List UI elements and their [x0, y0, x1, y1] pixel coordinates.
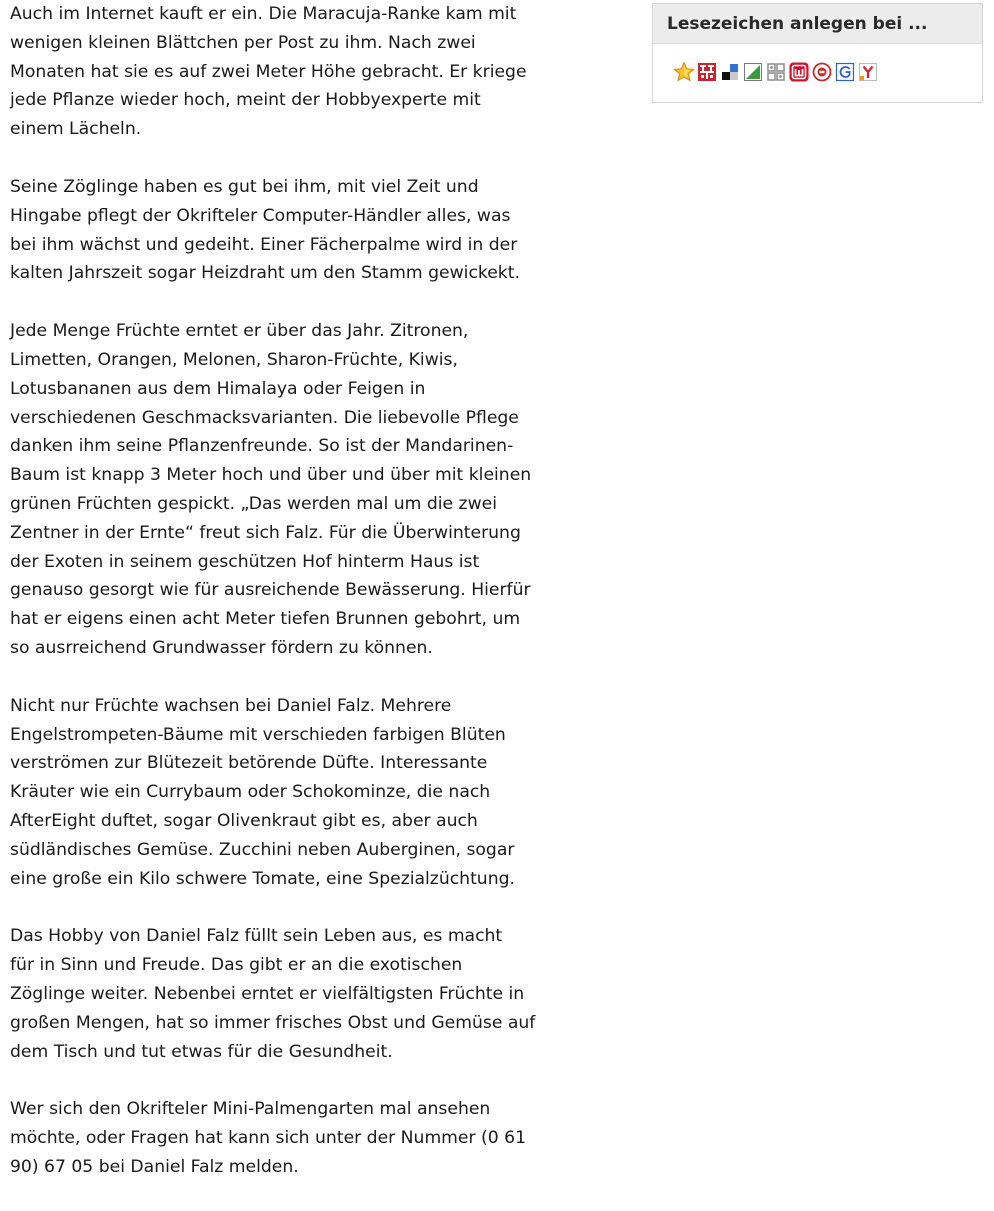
text-line: Kräuter wie ein Currybaum oder Schokominze, die nach	[10, 782, 491, 803]
text-line: großen Mengen, hat so immer frisches Obst und Gemüse auf	[10, 1012, 536, 1033]
text-line: AfterEight duftet, sogar Olivenkraut gibt es, aber auch	[10, 810, 478, 831]
text-line: Lotusbananen aus dem Himalaya oder Feigen in	[10, 378, 426, 399]
text-line: für in Sinn und Freude. Das gibt er an die exotischen	[10, 955, 463, 976]
text-line: Hingabe pflegt der Okrifteler Computer-Händler alles, was	[10, 205, 511, 226]
yahoo-bookmarks-icon[interactable]	[857, 61, 879, 83]
text-line: Seine Zöglinge haben es gut bei ihm, mit viel Zeit und	[10, 176, 479, 197]
bookmark-widget	[652, 3, 983, 103]
text-line: verströmen zur Blütezeit betörende Düfte. Interessante	[10, 753, 488, 774]
text-line: grünen Früchten gespickt. „Das werden mal um die zwei	[10, 493, 497, 514]
article-paragraph-5	[10, 922, 625, 1066]
favorites-star-icon[interactable]	[673, 61, 695, 83]
article-paragraph-2	[10, 173, 625, 288]
text-line: einem Lächeln.	[10, 119, 142, 140]
text-line: jede Pflanze wieder hoch, meint der Hobbyexperte mit	[10, 90, 481, 111]
text-line: Jede Menge Früchte erntet er über das Jahr. Zitronen,	[10, 321, 469, 342]
social-network-icon[interactable]	[765, 61, 787, 83]
text-line: dem Tisch und tut etwas für die Gesundheit.	[10, 1041, 393, 1062]
text-line: bei ihm wächst und gedeiht. Einer Fächerpalme wird in der	[10, 234, 518, 255]
text-line: Zöglinge weiter. Nebenbei erntet er vielfältigsten Früchte in	[10, 983, 525, 1004]
text-line: Wer sich den Okrifteler Mini-Palmengarten mal ansehen	[10, 1099, 491, 1120]
mister-wong-icon[interactable]	[696, 61, 718, 83]
text-line: 90) 67 05 bei Daniel Falz melden.	[10, 1156, 299, 1177]
google-bookmarks-icon[interactable]	[834, 61, 856, 83]
text-line: genauso gesorgt wie für ausreichende Bewässerung. Hierfür	[10, 580, 531, 601]
text-line: hat er eigens einen acht Meter tiefen Brunnen gebohrt, um	[10, 609, 521, 630]
text-line: Engelstrompeten-Bäume mit verschieden farbigen Blüten	[10, 724, 506, 745]
article-paragraph-6	[10, 1095, 625, 1181]
text-line: Das Hobby von Daniel Falz füllt sein Leben aus, es macht	[10, 926, 503, 947]
text-line: möchte, oder Fragen hat kann sich unter der Nummer (0 61	[10, 1128, 527, 1149]
article-paragraph-1	[10, 0, 625, 144]
yigg-icon[interactable]	[811, 61, 833, 83]
text-line: danken ihm seine Pflanzenfreunde. So ist der Mandarinen-	[10, 436, 514, 457]
text-line: Monaten hat sie es auf zwei Meter Höhe gebracht. Er kriege	[10, 61, 527, 82]
text-line: verschiedenen Geschmacksvarianten. Die liebevolle Pflege	[10, 407, 519, 428]
text-line: Limetten, Orangen, Melonen, Sharon-Früchte, Kiwis,	[10, 349, 458, 370]
text-line: Auch im Internet kauft er ein. Die Maracuja-Ranke kam mit	[10, 4, 517, 24]
article-paragraph-3	[10, 317, 625, 663]
text-line: Baum ist knapp 3 Meter hoch und über und über mit kleinen	[10, 465, 532, 486]
text-line: südländisches Gemüse. Zucchini neben Auberginen, sogar	[10, 839, 515, 860]
webnews-icon[interactable]	[788, 61, 810, 83]
text-line: der Exoten in seinem geschützen Hof hinterm Haus ist	[10, 551, 480, 572]
bookmark-icon-row	[653, 44, 982, 83]
linkarena-icon[interactable]	[742, 61, 764, 83]
text-line: kalten Jahrszeit sogar Heizdraht um den Stamm gewickekt.	[10, 263, 520, 284]
text-line: Nicht nur Früchte wachsen bei Daniel Falz. Mehrere	[10, 695, 452, 716]
delicious-icon[interactable]	[719, 61, 741, 83]
article-body	[10, 0, 625, 1211]
text-line: Zentner in der Ernte“ freut sich Falz. Für die Überwinterung	[10, 522, 521, 543]
text-line: wenigen kleinen Blättchen per Post zu ihm. Nach zwei	[10, 32, 476, 53]
bookmark-widget-title: Lesezeichen anlegen bei ...	[653, 4, 982, 44]
text-line: so ausrreichend Grundwasser fördern zu können.	[10, 637, 433, 658]
article-paragraph-4	[10, 692, 625, 894]
text-line: eine große ein Kilo schwere Tomate, eine Spezialzüchtung.	[10, 868, 515, 889]
